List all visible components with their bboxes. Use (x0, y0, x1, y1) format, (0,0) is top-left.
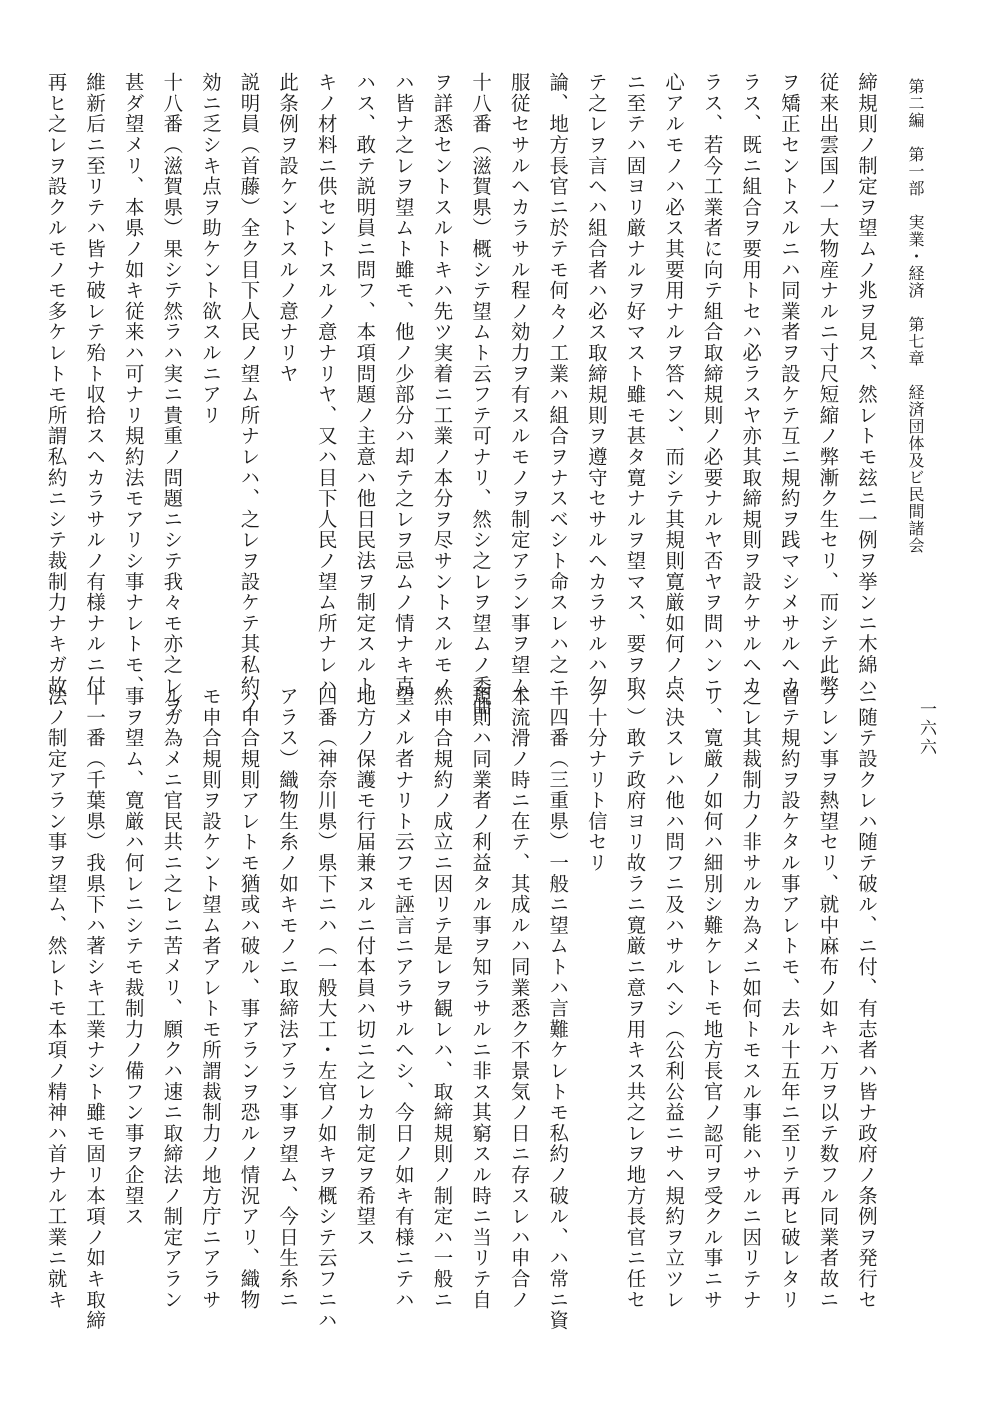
text-line: 法ノ制定アラン事ヲ望ム、然レトモ本項ノ精神ハ首ナル工業ニ就キ (44, 686, 68, 1310)
text-line: 従来出雲国ノ一大物産ナルニ寸尺短縮ノ弊漸ク生セリ、而シテ此弊 (816, 72, 840, 696)
speaker-line: 十八番（滋賀県）果シテ然ラハ実ニ貴重ノ問題ニシテ我々モ亦之レヲ (160, 72, 184, 717)
text-line: モ申合規則ヲ設ケント望ム者アレトモ所謂裁制力ノ地方庁ニアラサ (198, 686, 222, 1310)
text-line: 地方ノ保護モ行届兼ヌルニ付本員ハ切ニ之レカ制定ヲ希望ス (353, 686, 377, 1248)
text-line: 維新后ニ至リテハ皆ナ破レテ殆ト収拾スヘカラサルノ有様ナルニ付 (83, 72, 107, 696)
text-line: ハ申合規則アレトモ猶或ハ破ル、事アランヲ恐ルノ情況アリ、織物 (237, 686, 261, 1310)
text-line: 心アルモノハ必ス其要用ナルヲ答ヘン、而シテ其規則寛厳如何ノ点 (662, 72, 686, 696)
text-line: 論、地方長官ニ於テモ何々ノ工業ハ組合ヲナスベシト命スレハ之ニ (546, 72, 570, 696)
text-line: 之レ其裁制力ノ非サルカ為メニ如何トモスル事能ハサルニ因リテナ (739, 686, 763, 1310)
text-line: ニ至テハ固ヨリ厳ナルヲ好マスト雖モ甚タ寛ナルヲ望マス、要ヲ取 (623, 72, 647, 696)
speaker-line: 四番（神奈川県）県下ニハ（一般大工・左官ノ如キヲ概シテ云フニハ (314, 686, 338, 1331)
text-line: ラス、既ニ組合ヲ要用トセハ必ラスヤ亦其取締規則ヲ設ケサルヘカ (739, 72, 763, 696)
text-line: ハス、敢テ説明員ニ問フ、本項問題ノ主意ハ他日民法ヲ制定スルト (353, 72, 377, 696)
text-line: 本流滑ノ時ニ在テ、其成ルハ同業悉ク不景気ノ日ニ存スレハ申合ノ (507, 686, 531, 1310)
upper-text-block (44, 72, 885, 717)
text-line: 事ヲ望ム、寛厳ハ何レニシテモ裁制力ノ備フン事ヲ企望ス (121, 686, 145, 1227)
running-header: 第二編 第一部 実業・経済 第七章 経済団体及ビ民間諸会 (906, 78, 925, 554)
text-line: ヘ決スレハ他ハ問フニ及ハサルヘシ（公利公益ニサヘ規約ヲ立ツレ (662, 686, 686, 1310)
speaker-line: 説明員（首藤）全ク目下人民ノ望ム所ナレハ、之レヲ設ケテ其私約ノ (237, 72, 261, 717)
text-line: ニ随テ設クレハ随テ破ル、ニ付、有志者ハ皆ナ政府ノ条例ヲ発行セ (855, 686, 878, 1310)
text-line: 効ニ乏シキ点ヲ助ケント欲スルニアリ (198, 72, 222, 426)
text-line: テ十分ナリト信セリ (584, 686, 608, 874)
text-line: ヲ矯正セントスルニハ同業者ヲ設ケテ互ニ規約ヲ践マシメサルヘカ (777, 72, 801, 696)
text-line: リ、寛厳ノ如何ハ細別シ難ケレトモ地方長官ノ認可ヲ受クル事ニサ (700, 686, 724, 1310)
text-line: テ之レヲ言ヘハ組合者ハ必ス取締規則ヲ遵守セサルヘカラサルハ勿 (584, 72, 608, 696)
text-line: ヲ詳悉セントスルトキハ先ツ実着ニ工業ノ本分ヲ尽サントスルモノ (430, 72, 454, 696)
text-line: ルガ為メニ官民共ニ之レニ苦メリ、願クハ速ニ取締法ノ制定アラン (160, 686, 184, 1310)
text-line: 再ヒ之レヲ設クルモノモ多ケレトモ所謂私約ニシテ裁制力ナキガ故 (44, 72, 68, 696)
text-line: キノ材料ニ供セントスルノ意ナリヤ、又ハ目下人民ノ望ム所ナレハ (314, 72, 338, 696)
text-line: ハ）敢テ政府ヨリ故ラニ寛厳ニ意ヲ用キス共之レヲ地方長官ニ任セ (623, 686, 647, 1310)
text-line: 甚ダ望メリ、本県ノ如キ従来ハ可ナリ規約法モアリシ事ナレトモ、 (121, 72, 145, 696)
text-line: 曾テ規約ヲ設ケタル事アレトモ、去ル十五年ニ至リテ再ヒ破レタリ (777, 686, 801, 1310)
text-line: ラレン事ヲ熱望セリ、就中麻布ノ如キハ万ヲ以テ数フル同業者故ニ (816, 686, 840, 1310)
text-line: アラス）織物生糸ノ如キモノニ取締法アラン事ヲ望ム、今日生糸ニ (276, 686, 300, 1310)
speaker-line: 十四番（三重県）一般ニ望ムトハ言難ケレトモ私約ノ破ル、ハ常ニ資 (546, 686, 570, 1331)
lower-text-block (44, 686, 885, 1331)
text-line: ハ皆ナ之レヲ望ムト雖モ、他ノ少部分ハ却テ之レヲ忌ムノ情ナキ克 (391, 72, 415, 696)
text-line: 服従セサルヘカラサル程ノ効力ヲ有スルモノヲ制定アラン事ヲ望ム (507, 72, 531, 696)
speaker-line: 十一番（千葉県）我県下ハ著シキ工業ナシト雖モ固リ本項ノ如キ取締 (83, 686, 107, 1331)
text-line: 望メル者ナリト云フモ誣言ニアラサルヘシ、今日ノ如キ有様ニテハ (391, 686, 415, 1310)
text-line: 然申合規約ノ成立ニ因リテ是レヲ観レハ、取締規則ノ制定ハ一般ニ (430, 686, 454, 1310)
text-line: 締規則ノ制定ヲ望ムノ兆ヲ見ス、然レトモ玆ニ一例ヲ挙ンニ木綿ハ (855, 72, 878, 696)
text-line: ラス、若今工業者に向テ組合取締規則ノ必要ナルヤ否ヤヲ問ハンニ (700, 72, 724, 696)
text-line: 規則ハ同業者ノ利益タル事ヲ知ラサルニ非ス其窮スル時ニ当リテ自 (469, 686, 493, 1310)
speaker-line: 十八番（滋賀県）概シテ望ムト云フテ可ナリ、然シ之レヲ望ムノ委曲 (469, 72, 493, 717)
text-line: 此条例ヲ設ケントスルノ意ナリヤ (276, 72, 300, 384)
page-number: 一六六 (916, 700, 936, 757)
